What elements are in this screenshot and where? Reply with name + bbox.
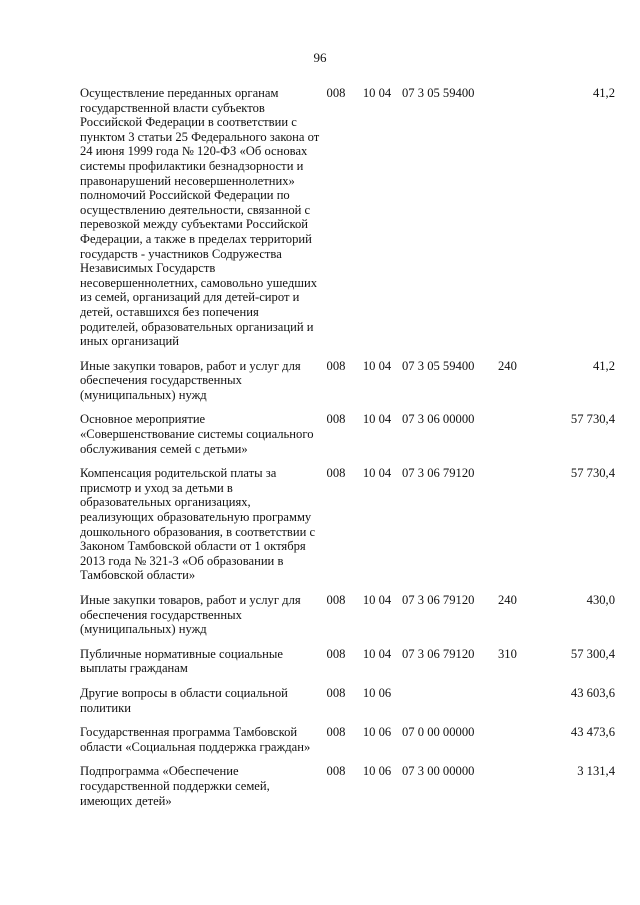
row-ved: 008 [326, 764, 346, 779]
row-target: 07 3 06 79120 [402, 593, 475, 607]
row-name: Другие вопросы в области социальной политики [80, 685, 288, 715]
row-exp-type [498, 725, 538, 764]
budget-table [80, 86, 615, 818]
row-name: Иные закупки товаров, работ и услуг для обеспечения государственных (муниципальных) нужд [80, 593, 301, 637]
row-section: 10 04 [362, 86, 392, 100]
row-name: Подпрограмма «Обеспечение государственной поддержки семей, имеющих детей» [80, 764, 270, 808]
row-ved: 008 [326, 358, 346, 373]
table-row [80, 686, 615, 725]
row-name: Государственная программа Тамбовской области «Социальная поддержка граждан» [80, 725, 311, 754]
row-target: 07 0 00 00000 [402, 725, 475, 740]
row-amount: 43 603,6 [570, 685, 615, 700]
row-ved: 008 [326, 685, 346, 700]
row-amount: 41,2 [592, 358, 615, 373]
row-ved: 008 [326, 725, 346, 740]
row-exp-type [498, 686, 538, 725]
table-row [80, 412, 615, 466]
row-ved: 008 [326, 646, 346, 661]
row-name: Иные закупки товаров, работ и услуг для обеспечения государственных (муниципальных) нужд [80, 358, 301, 402]
row-exp-type: 310 [498, 646, 517, 661]
table-row [80, 647, 615, 686]
row-amount: 57 730,4 [570, 412, 615, 427]
row-target: 07 3 05 59400 [402, 358, 475, 373]
row-section: 10 04 [362, 358, 392, 373]
row-name: Осуществление переданных органам государственной власти субъектов Российской Федерации в соответствии с пунктом 3 статьи 25 Федерального закона от 24 июня 1999 года № 120-ФЗ «Об основах системы профилактики безнадзорности и правонарушений несовершеннолетних» полномочий Российской Федерации по осуществлению деятельности, связанной с перевозкой между субъектами Российской Федерации, а также в пределах территорий государств - участников Содружества Независимых Государств несовершеннолетних, самовольно ушедших из семей, организаций для детей-сирот и детей, оставшихся без попечения родителей, образовательных организаций и иных организаций [80, 86, 320, 349]
row-exp-type: 240 [498, 358, 517, 373]
row-target: 07 3 05 59400 [402, 86, 475, 100]
row-target: 07 3 06 00000 [402, 412, 475, 427]
row-amount: 43 473,6 [570, 725, 615, 740]
row-target [402, 686, 498, 725]
row-amount: 57 300,4 [570, 646, 615, 661]
row-amount: 41,2 [592, 86, 615, 100]
table-row [80, 725, 615, 764]
row-section: 10 04 [362, 593, 392, 607]
row-amount: 3 131,4 [577, 764, 615, 779]
table-row [80, 466, 615, 593]
row-section: 10 06 [362, 685, 392, 700]
row-section: 10 06 [362, 764, 392, 779]
row-exp-type [498, 412, 538, 466]
page-number: 96 [313, 50, 327, 65]
row-name: Основное мероприятие «Совершенствование системы социального обслуживания семей с детьми» [80, 412, 314, 456]
row-exp-type [498, 466, 538, 593]
table-row [80, 359, 615, 413]
row-amount: 57 730,4 [570, 466, 615, 481]
row-exp-type: 240 [498, 593, 517, 607]
row-target: 07 3 06 79120 [402, 466, 475, 481]
row-amount: 430,0 [586, 593, 615, 607]
row-name: Компенсация родительской платы за присмотр и уход за детьми в образовательных организациях, реализующих образовательную программу дошкольного образования, в соответствии с Законом Тамбовской области от 1 октября 2013 года № 321-З «Об образовании в Тамбовской области» [80, 466, 316, 583]
row-section: 10 04 [362, 646, 392, 661]
row-ved: 008 [326, 593, 346, 607]
row-target: 07 3 00 00000 [402, 764, 475, 779]
row-target: 07 3 06 79120 [402, 646, 475, 661]
row-ved: 008 [326, 466, 346, 481]
table-row [80, 86, 615, 359]
row-section: 10 04 [362, 412, 392, 427]
row-ved: 008 [326, 412, 346, 427]
table-row [80, 593, 615, 647]
row-section: 10 04 [362, 466, 392, 481]
row-exp-type [498, 86, 538, 359]
row-section: 10 06 [362, 725, 392, 740]
row-exp-type [498, 764, 538, 818]
row-ved: 008 [326, 86, 346, 100]
row-name: Публичные нормативные социальные выплаты гражданам [80, 646, 283, 676]
table-row [80, 764, 615, 818]
